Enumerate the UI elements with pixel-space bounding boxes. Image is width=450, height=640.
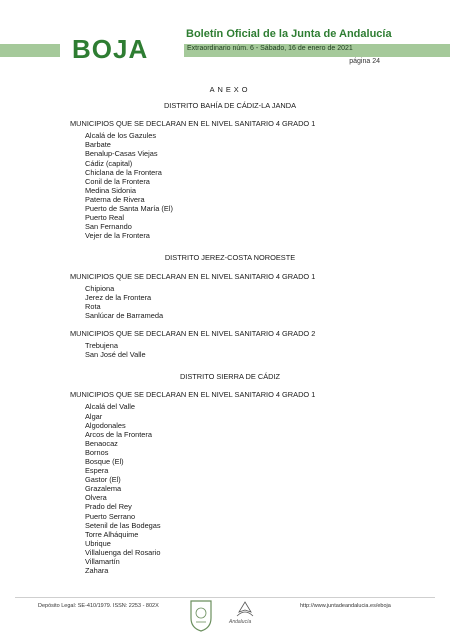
municipality-item: Arcos de la Frontera (85, 429, 152, 439)
municipality-item: Algar (85, 411, 103, 421)
municipality-item: Benaocaz (85, 438, 118, 448)
municipality-list (85, 131, 390, 240)
municipality-item: Jerez de la Frontera (85, 292, 152, 302)
municipality-item: Barbate (85, 140, 111, 150)
municipality-list (85, 402, 390, 575)
municipality-item: San José del Valle (85, 350, 146, 360)
municipality-item: Alcalá del Valle (85, 402, 135, 412)
municipality-item: Zahara (85, 566, 109, 576)
district-title: DISTRITO JEREZ-COSTA NOROESTE (164, 253, 296, 263)
municipality-item: San Fernando (85, 222, 132, 232)
municipality-item: Puerto Serrano (85, 511, 136, 521)
level-heading: MUNICIPIOS QUE SE DECLARAN EN EL NIVEL SANITARIO 4 GRADO 2 (70, 328, 316, 338)
level-heading: MUNICIPIOS QUE SE DECLARAN EN EL NIVEL SANITARIO 4 GRADO 1 (70, 271, 316, 281)
municipality-item: Cádiz (capital) (85, 158, 133, 168)
municipality-item: Grazalema (85, 484, 122, 494)
eboja-link[interactable]: http://www.juntadeandalucia.es/eboja (300, 603, 391, 609)
district-title: DISTRITO BAHÍA DE CÁDIZ-LA JANDA (163, 101, 297, 111)
andalucia-coat-of-arms-icon (188, 598, 214, 632)
district-title: DISTRITO SIERRA DE CÁDIZ (179, 372, 281, 382)
page-number: página 24 (349, 58, 380, 65)
sections-container (70, 101, 390, 575)
municipality-item: Paterna de Rivera (85, 194, 145, 204)
municipality-item: Alcalá de los Gazules (85, 131, 157, 141)
municipality-item: Setenil de las Bodegas (85, 520, 161, 530)
document-body (70, 85, 390, 575)
level-heading: MUNICIPIOS QUE SE DECLARAN EN EL NIVEL SANITARIO 4 GRADO 1 (70, 390, 316, 400)
municipality-item: Torre Alháquime (85, 529, 139, 539)
level-heading: MUNICIPIOS QUE SE DECLARAN EN EL NIVEL SANITARIO 4 GRADO 1 (70, 119, 316, 129)
municipality-item: Espera (85, 466, 109, 476)
municipality-item: Benalup-Casas Viejas (85, 149, 158, 159)
municipality-item: Olvera (85, 493, 107, 503)
municipality-item: Villamartín (85, 557, 120, 567)
municipality-item: Ubrique (85, 538, 111, 548)
municipality-item: Medina Sidonia (85, 185, 136, 195)
municipality-item: Bornos (85, 447, 109, 457)
legal-deposit: Depósito Legal: SE-410/1979. ISSN: 2253 - 802X (38, 603, 159, 609)
municipality-item: Prado del Rey (85, 502, 132, 512)
page-header (0, 0, 450, 70)
municipality-item: Villaluenga del Rosario (85, 547, 161, 557)
anexo-title: ANEXO (209, 85, 251, 94)
andalucia-brand: Andalucía (229, 619, 252, 625)
municipality-list (85, 341, 390, 359)
page-footer (0, 590, 450, 640)
municipality-item: Conil de la Frontera (85, 176, 150, 186)
municipality-item: Bosque (El) (85, 457, 124, 466)
municipality-item: Sanlúcar de Barrameda (85, 310, 164, 320)
junta-de-andalucia-logo-icon (225, 598, 265, 632)
municipality-item: Chipiona (85, 283, 115, 293)
municipality-item: Vejer de la Frontera (85, 231, 150, 241)
municipality-item: Chiclana de la Frontera (85, 167, 162, 177)
municipality-item: Gastor (El) (85, 475, 121, 485)
municipality-list (85, 284, 390, 320)
municipality-item: Puerto de Santa María (El) (85, 204, 173, 214)
municipality-item: Puerto Real (85, 213, 125, 223)
municipality-item: Rota (85, 301, 101, 311)
boja-logo: BOJA (72, 34, 149, 64)
bulletin-title: Boletín Oficial de la Junta de Andalucía (186, 28, 392, 40)
municipality-item: Algodonales (85, 420, 126, 430)
issue-line: Extraordinario núm. 6 - Sábado, 16 de enero de 2021 (187, 45, 353, 52)
header-bar-left (0, 44, 60, 57)
municipality-item: Trebujena (85, 341, 119, 351)
